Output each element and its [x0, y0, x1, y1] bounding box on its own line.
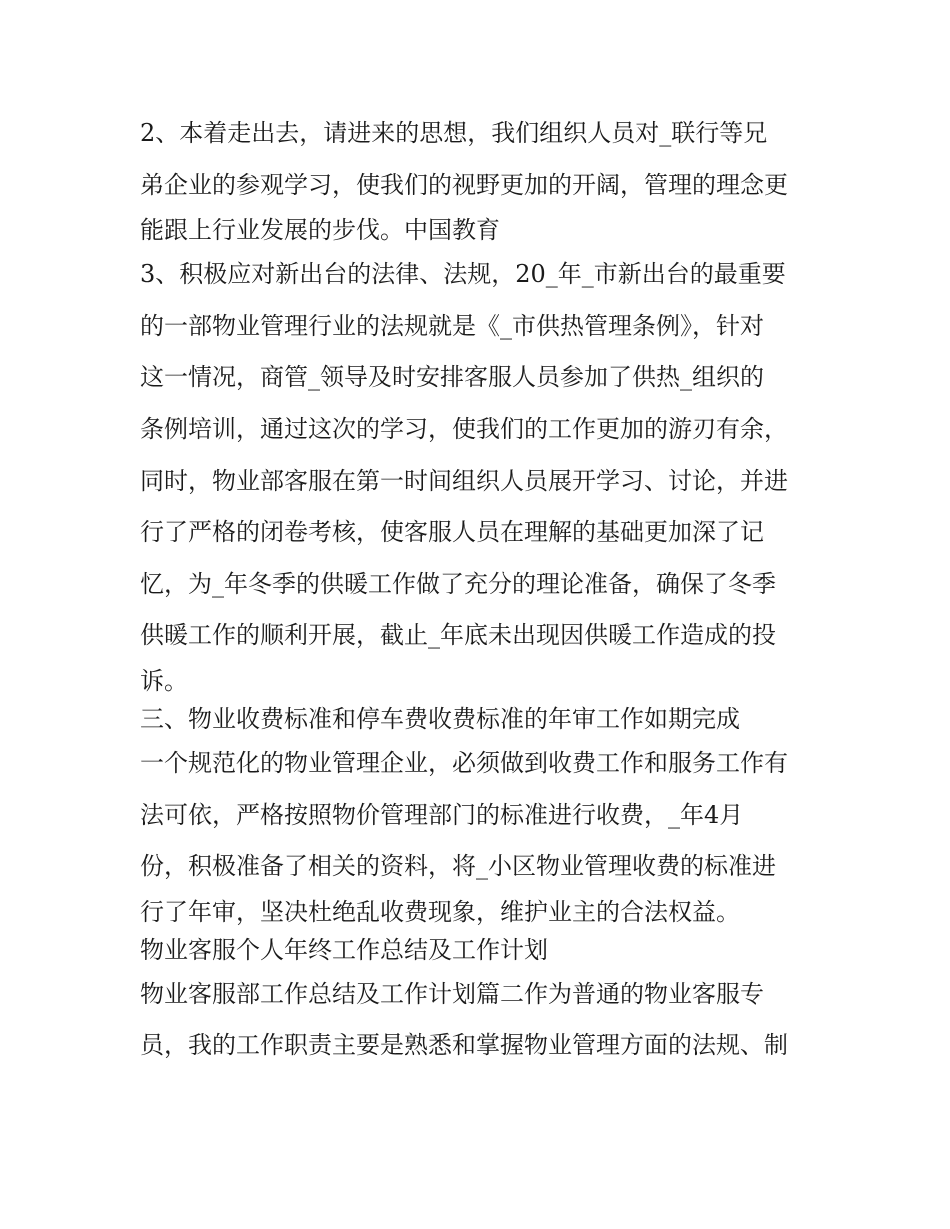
text-line: 这一情况，商管_领导及时安排客服人员参加了供热_组织的 [140, 363, 764, 392]
text-line: 供暖工作的顺利开展，截止_年底未出现因供暖工作造成的投 [140, 621, 776, 650]
text-line: 一个规范化的物业管理企业，必须做到收费工作和服务工作有 [140, 748, 788, 777]
text-line: 弟企业的参观学习，使我们的视野更加的开阔，管理的理念更 [140, 170, 788, 199]
document-body [140, 108, 820, 1072]
document-title: 物业客服个人年终工作总结及工作计划 [140, 935, 548, 964]
text-line: 3、积极应对新出台的法律、法规，20_年_市新出台的最重要 [140, 260, 786, 289]
text-line: 能跟上行业发展的步伐。中国教育 [140, 216, 500, 245]
text-line: 物业客服部工作总结及工作计划篇二作为普通的物业客服专 [140, 979, 764, 1008]
text-line: 忆，为_年冬季的供暖工作做了充分的理论准备，确保了冬季 [140, 569, 776, 598]
section-heading: 三、物业收费标准和停车费收费标准的年审工作如期完成 [140, 704, 740, 733]
text-line: 份，积极准备了相关的资料，将_小区物业管理收费的标准进 [140, 852, 776, 881]
text-line: 员，我的工作职责主要是熟悉和掌握物业管理方面的法规、制 [140, 1031, 788, 1060]
text-line: 诉。 [140, 666, 188, 695]
text-line: 2、本着走出去，请进来的思想，我们组织人员对_联行等兄 [140, 119, 768, 147]
text-line: 同时，物业部客服在第一时间组织人员展开学习、讨论，并进 [140, 466, 788, 495]
text-line: 的一部物业管理行业的法规就是《_市供热管理条例》，针对 [140, 311, 764, 340]
text-line: 条例培训，通过这次的学习，使我们的工作更加的游刃有余， [140, 414, 788, 443]
text-line: 行了年审，坚决杜绝乱收费现象，维护业主的合法权益。 [140, 897, 740, 926]
text-line: 法可依，严格按照物价管理部门的标准进行收费，_年4月 [140, 800, 744, 829]
text-line: 行了严格的闭卷考核，使客服人员在理解的基础更加深了记 [140, 518, 764, 547]
